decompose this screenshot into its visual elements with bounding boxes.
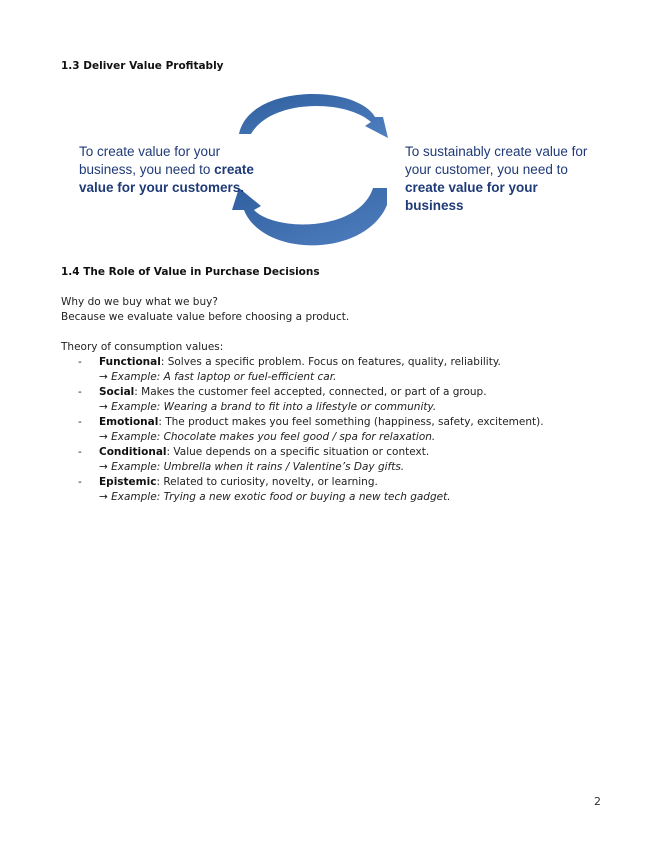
cycle-left-prefix: To create value for your business, you need to bbox=[79, 144, 221, 177]
value-desc: : Value depends on a specific situation or context. bbox=[166, 446, 430, 458]
value-term: Epistemic bbox=[99, 476, 157, 488]
consumption-values-list bbox=[78, 355, 598, 505]
section-heading-1-4: 1.4 The Role of Value in Purchase Decisions bbox=[61, 266, 320, 278]
list-item: - Emotional: The product makes you feel something (happiness, safety, excitement). → Example: Chocolate makes you feel good / spa for relaxation. bbox=[78, 415, 598, 445]
value-term: Emotional bbox=[99, 416, 159, 428]
value-example: → Example: Wearing a brand to fit into a lifestyle or community. bbox=[99, 401, 437, 413]
value-desc: : Related to curiosity, novelty, or learning. bbox=[156, 476, 378, 488]
cycle-left-bold: create value for your customers. bbox=[79, 162, 254, 195]
value-example: → Example: Umbrella when it rains / Valentine’s Day gifts. bbox=[99, 461, 405, 473]
value-desc: : The product makes you feel something (happiness, safety, excitement). bbox=[158, 416, 544, 428]
cycle-text-business-value bbox=[405, 143, 595, 215]
list-item: - Social: Makes the customer feel accepted, connected, or part of a group. → Example: Wearing a brand to fit into a lifestyle or community. bbox=[78, 385, 598, 415]
cycle-right-prefix: To sustainably create value for your customer, you need to bbox=[405, 144, 588, 177]
page-number: 2 bbox=[594, 795, 601, 808]
value-term: Functional bbox=[99, 356, 161, 368]
value-desc: : Makes the customer feel accepted, connected, or part of a group. bbox=[134, 386, 487, 398]
question-text: Why do we buy what we buy? bbox=[61, 296, 218, 308]
value-desc: : Solves a specific problem. Focus on features, quality, reliability. bbox=[160, 356, 501, 368]
answer-text: Because we evaluate value before choosing a product. bbox=[61, 311, 350, 323]
top-cycle-arrow bbox=[239, 94, 388, 138]
value-example: → Example: Trying a new exotic food or buying a new tech gadget. bbox=[99, 491, 451, 503]
section-heading-1-3: 1.3 Deliver Value Profitably bbox=[61, 60, 224, 72]
list-item: - Epistemic: Related to curiosity, novelty, or learning. → Example: Trying a new exotic food or buying a new tech gadget. bbox=[78, 475, 598, 505]
list-item: - Conditional: Value depends on a specific situation or context. → Example: Umbrella when it rains / Valentine’s Day gifts. bbox=[78, 445, 598, 475]
theory-intro-text: Theory of consumption values: bbox=[61, 341, 224, 353]
value-term: Conditional bbox=[99, 446, 167, 458]
value-term: Social bbox=[99, 386, 135, 398]
cycle-right-bold: create value for your business bbox=[405, 180, 538, 213]
value-example: → Example: A fast laptop or fuel-efficient car. bbox=[99, 371, 337, 383]
list-item: - Functional: Solves a specific problem. Focus on features, quality, reliability. → Example: A fast laptop or fuel-efficient car. bbox=[78, 355, 598, 385]
cycle-text-customer-value bbox=[79, 143, 254, 197]
value-example: → Example: Chocolate makes you feel good / spa for relaxation. bbox=[99, 431, 436, 443]
bottom-cycle-arrow bbox=[232, 188, 387, 245]
